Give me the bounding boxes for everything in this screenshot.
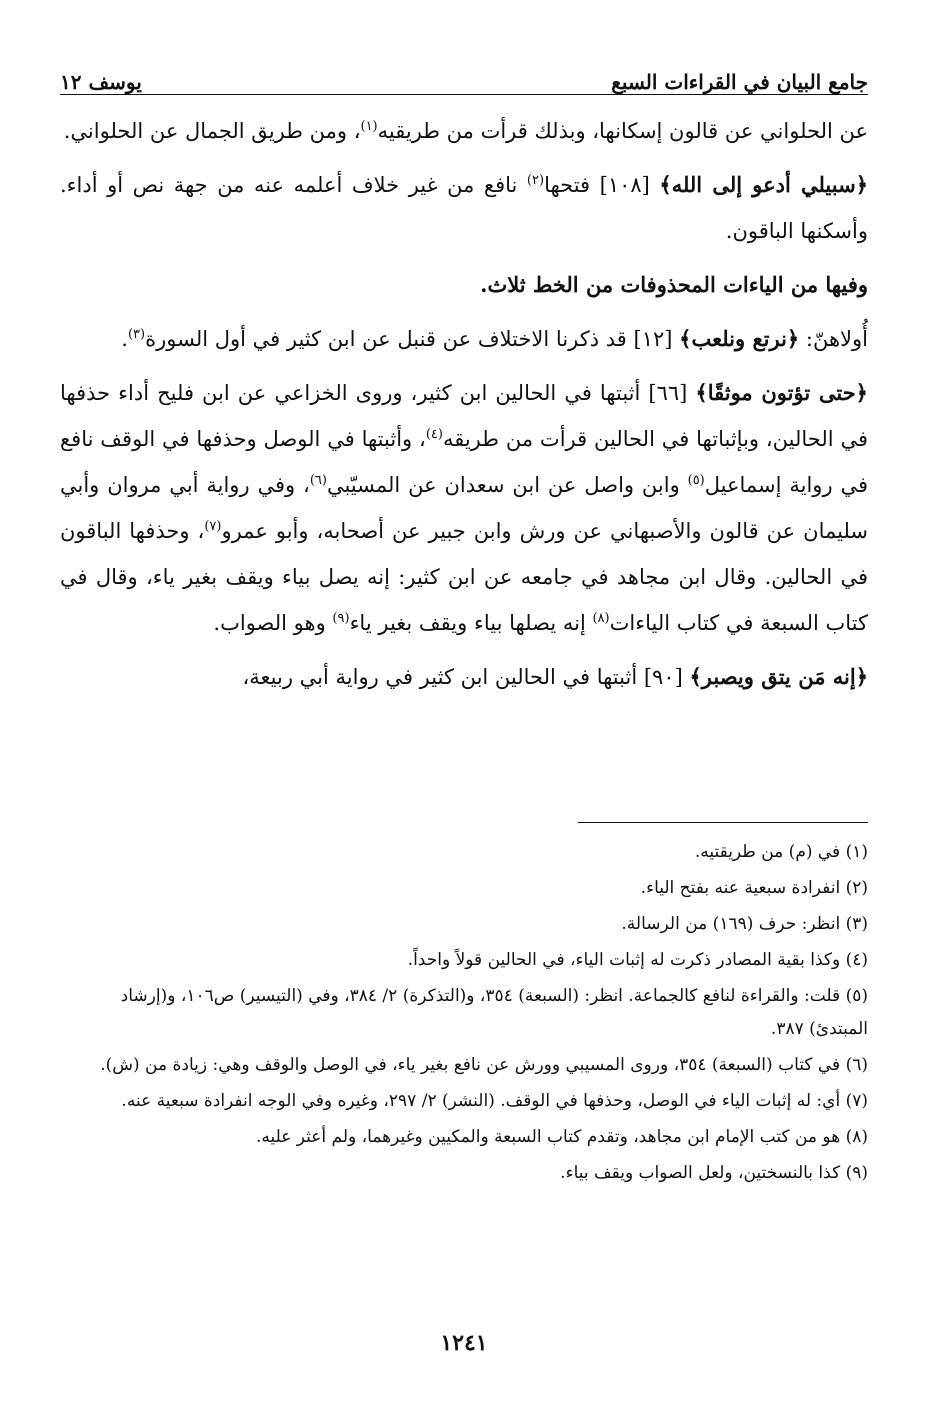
text-run: إنه يصلها بياء ويقف بغير ياء	[349, 611, 593, 635]
text-run: وابن واصل عن ابن سعدان عن المسيّبي	[326, 473, 688, 497]
text-run: وهو الصواب.	[213, 611, 333, 635]
quran-quote: ﴿حتى تؤتون موثقًا﴾	[695, 380, 868, 405]
paragraph	[60, 162, 868, 254]
footnote-item: (٥) قلت: والقراءة لنافع كالجماعة. انظر: (السبعة) ٣٥٤، و(التذكرة) ٢/ ٣٨٤، وفي (التيسير) ص١٠٦، و(إرشاد المبتدئ) ٣٨٧.	[120, 986, 868, 1039]
page-header	[60, 58, 868, 94]
page-number: ١٢٤١	[440, 1330, 488, 1356]
footnote-ref: (٣)	[127, 327, 146, 342]
footnote-item: (٩) كذا بالنسختين، ولعل الصواب ويقف بياء.	[560, 1163, 868, 1183]
footnote-ref: (٦)	[309, 473, 327, 488]
text-run: أُولاهنّ:	[799, 327, 868, 351]
footnote-ref: (٩)	[332, 611, 350, 626]
text-run: [١٢] قد ذكرنا الاختلاف عن قنبل عن ابن كثير في أول السورة	[145, 327, 680, 351]
text-run: ، وحذفها الباقون في الحالين. وقال ابن مجاهد في جامعه عن ابن كثير: إنه يصل بياء ويقف بغير ياء، وقال في كتاب السبعة في كتاب الياءات	[60, 519, 868, 635]
footnote-divider	[578, 822, 868, 823]
quran-quote: ﴿إنه مَن يتق ويصبر﴾	[689, 664, 868, 689]
quran-quote: ﴿نرتع ونلعب﴾	[679, 326, 800, 351]
footnote-item: (٨) هو من كتب الإمام ابن مجاهد، وتقدم كتاب السبعة والمكيين وغيرهما، ولم أعثر عليه.	[255, 1127, 868, 1147]
text-run: نافع من غير خلاف أعلمه عنه من جهة نص أو أداء. وأسكنها الباقون.	[60, 173, 868, 243]
footnote-ref: (٧)	[204, 519, 222, 534]
paragraph	[60, 316, 868, 362]
book-title: جامع البيان في القراءات السبع	[611, 70, 868, 94]
surah-label: يوسف ١٢	[60, 70, 142, 94]
book-page	[60, 40, 868, 1370]
footnote-ref: (٤)	[425, 427, 443, 442]
footnote-ref: (٨)	[592, 611, 610, 626]
footnote-item: (٢) انفرادة سبعية عنه بفتح الياء.	[640, 878, 868, 898]
footnote-item: (٤) وكذا بقية المصادر ذكرت له إثبات الياء، في الحالين قولاً واحداً.	[407, 950, 868, 970]
paragraph	[60, 370, 868, 646]
footnote-item: (٣) انظر: حرف (١٦٩) من الرسالة.	[621, 914, 868, 934]
paragraph	[60, 654, 868, 700]
text-run: [١٠٨] فتحها	[544, 173, 660, 197]
footnote-ref: (٢)	[526, 173, 545, 188]
text-run: [٩٠] أثبتها في الحالين ابن كثير في رواية أبي ربيعة،	[242, 665, 690, 689]
paragraph	[60, 108, 868, 154]
footnote-item: (٦) في كتاب (السبعة) ٣٥٤، وروى المسيبي وورش عن نافع بغير ياء، في الوصل والوقف وهي: زيادة من (ش).	[100, 1055, 868, 1075]
footnote-ref: (٥)	[687, 473, 705, 488]
quran-quote: ﴿سبيلي أدعو إلى الله﴾	[659, 172, 868, 197]
footnote-ref: (١)	[360, 119, 378, 134]
text-run: [٦٦] أثبتها في الحالين ابن كثير، وروى الخزاعي عن ابن فليح أداء حذفها في الحالين، وبإثباتها في الحالين قرأت من طريقه	[60, 381, 868, 451]
text-run: .	[121, 327, 128, 351]
main-text	[60, 108, 868, 708]
footnote-item: (٧) أي: له إثبات الياء في الوصل، وحذفها في الوقف. (النشر) ٢/ ٢٩٧، وغيره وفي الوجه انفرادة سبعية عنه.	[121, 1091, 868, 1111]
header-divider	[60, 94, 868, 95]
footnote-item: (١) في (م) من طريقتيه.	[694, 842, 868, 862]
text-run: عن الحلواني عن قالون إسكانها، وبذلك قرأت من طريقيه	[377, 119, 868, 143]
text-run: ، وفي رواية أبي مروان وأبي سليمان عن قالون والأصبهاني عن ورش وابن جبير عن أصحابه، وأبو عمرو	[60, 473, 868, 543]
paragraph	[60, 262, 868, 308]
text-run: ، وأثبتها في الوصل وحذفها في الوقف نافع في رواية إسماعيل	[60, 427, 869, 497]
quran-quote: وفيها من الياءات المحذوفات من الخط ثلاث.	[480, 272, 868, 297]
text-run: ، ومن طريق الجمال عن الحلواني.	[63, 119, 361, 143]
footnotes	[60, 836, 868, 1193]
